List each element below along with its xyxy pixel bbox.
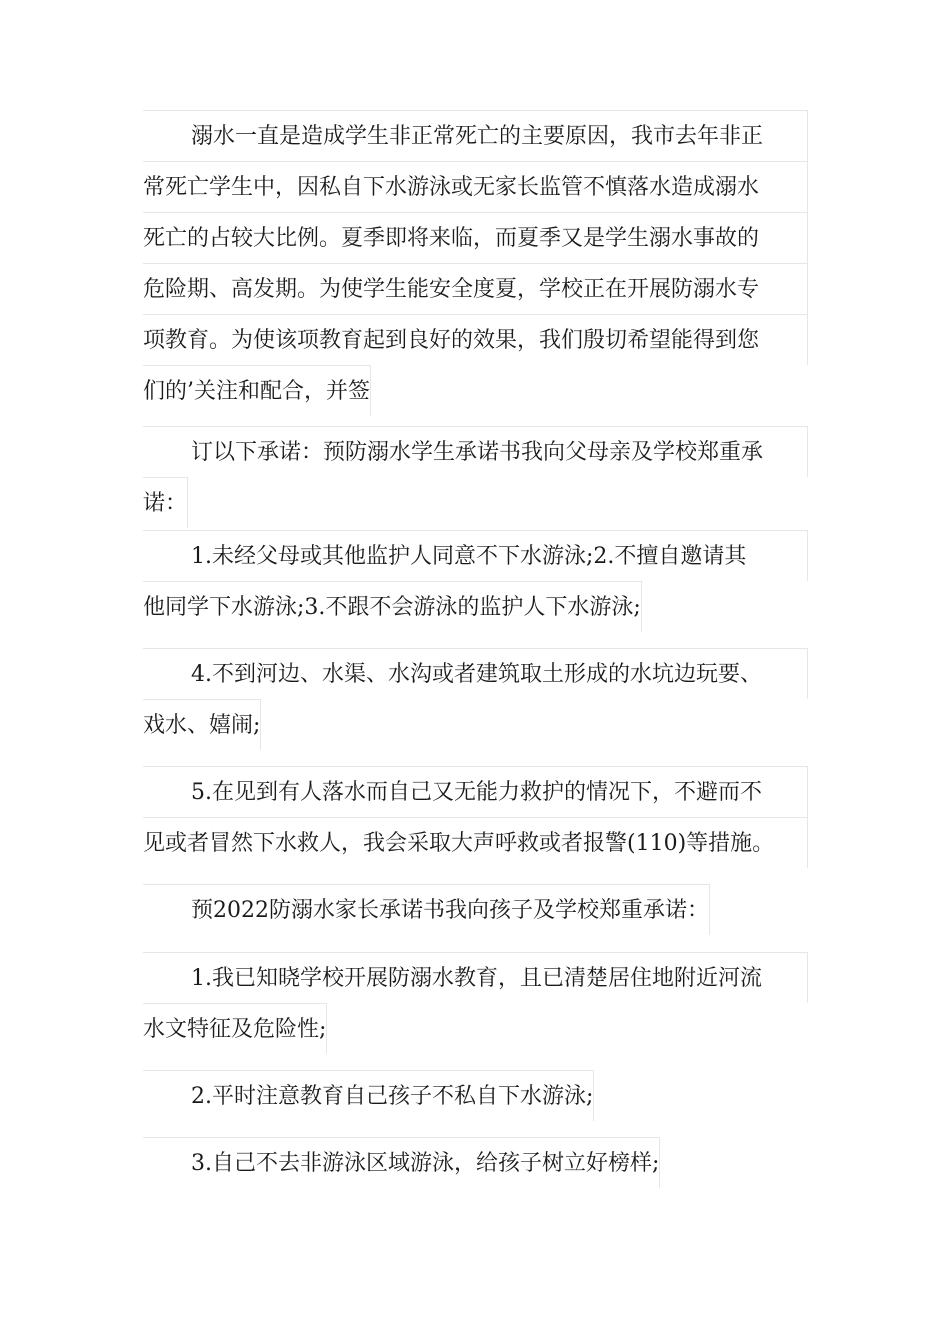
text-line: 5.在见到有人落水而自己又无能力救护的情况下，不避而不 bbox=[143, 766, 808, 817]
text-line: 见或者冒然下水救人，我会采取大声呼救或者报警(110)等措施。 bbox=[143, 817, 808, 868]
text-line: 3.自己不去非游泳区域游泳，给孩子树立好榜样; bbox=[143, 1137, 660, 1188]
text-line: 4.不到河边、水渠、水沟或者建筑取土形成的水坑边玩要、 bbox=[143, 648, 808, 699]
paragraph-parent-pledge-heading bbox=[143, 884, 808, 954]
text-line: 死亡的占较大比例。夏季即将来临，而夏季又是学生溺水事故的 bbox=[143, 212, 808, 263]
text-line: 危险期、高发期。为使学生能安全度夏，学校正在开展防溺水专 bbox=[143, 263, 808, 314]
text-line: 诺： bbox=[143, 477, 188, 528]
text-line: 项教育。为使该项教育起到良好的效果，我们殷切希望能得到您 bbox=[143, 314, 808, 365]
paragraph-parent-pledge-3 bbox=[143, 1137, 808, 1207]
text-line: 常死亡学生中，因私自下水游泳或无家长监管不慎落水造成溺水 bbox=[143, 161, 808, 212]
text-line: 1.未经父母或其他监护人同意不下水游泳;2.不擅自邀请其 bbox=[143, 530, 808, 581]
text-line: 溺水一直是造成学生非正常死亡的主要原因，我市去年非正 bbox=[143, 110, 808, 161]
text-line: 们的’关注和配合，并签 bbox=[143, 365, 371, 416]
paragraph-parent-pledge-1 bbox=[143, 952, 808, 1073]
text-line: 水文特征及危险性; bbox=[143, 1003, 327, 1054]
paragraph-intro bbox=[143, 110, 808, 435]
paragraph-student-pledge-1-3 bbox=[143, 530, 808, 651]
text-line: 他同学下水游泳;3.不跟不会游泳的监护人下水游泳; bbox=[143, 581, 642, 632]
paragraph-student-pledge-heading bbox=[143, 426, 808, 547]
text-line: 2.平时注意教育自己孩子不私自下水游泳; bbox=[143, 1070, 594, 1121]
text-line: 1.我已知晓学校开展防溺水教育，且已清楚居住地附近河流 bbox=[143, 952, 808, 1003]
paragraph-student-pledge-5 bbox=[143, 766, 808, 868]
text-line: 订以下承诺：预防溺水学生承诺书我向父母亲及学校郑重承 bbox=[143, 426, 808, 477]
text-line: 预2022防溺水家长承诺书我向孩子及学校郑重承诺： bbox=[143, 884, 710, 935]
paragraph-student-pledge-4 bbox=[143, 648, 808, 769]
text-line: 戏水、嬉闹; bbox=[143, 699, 261, 750]
paragraph-parent-pledge-2 bbox=[143, 1070, 808, 1140]
